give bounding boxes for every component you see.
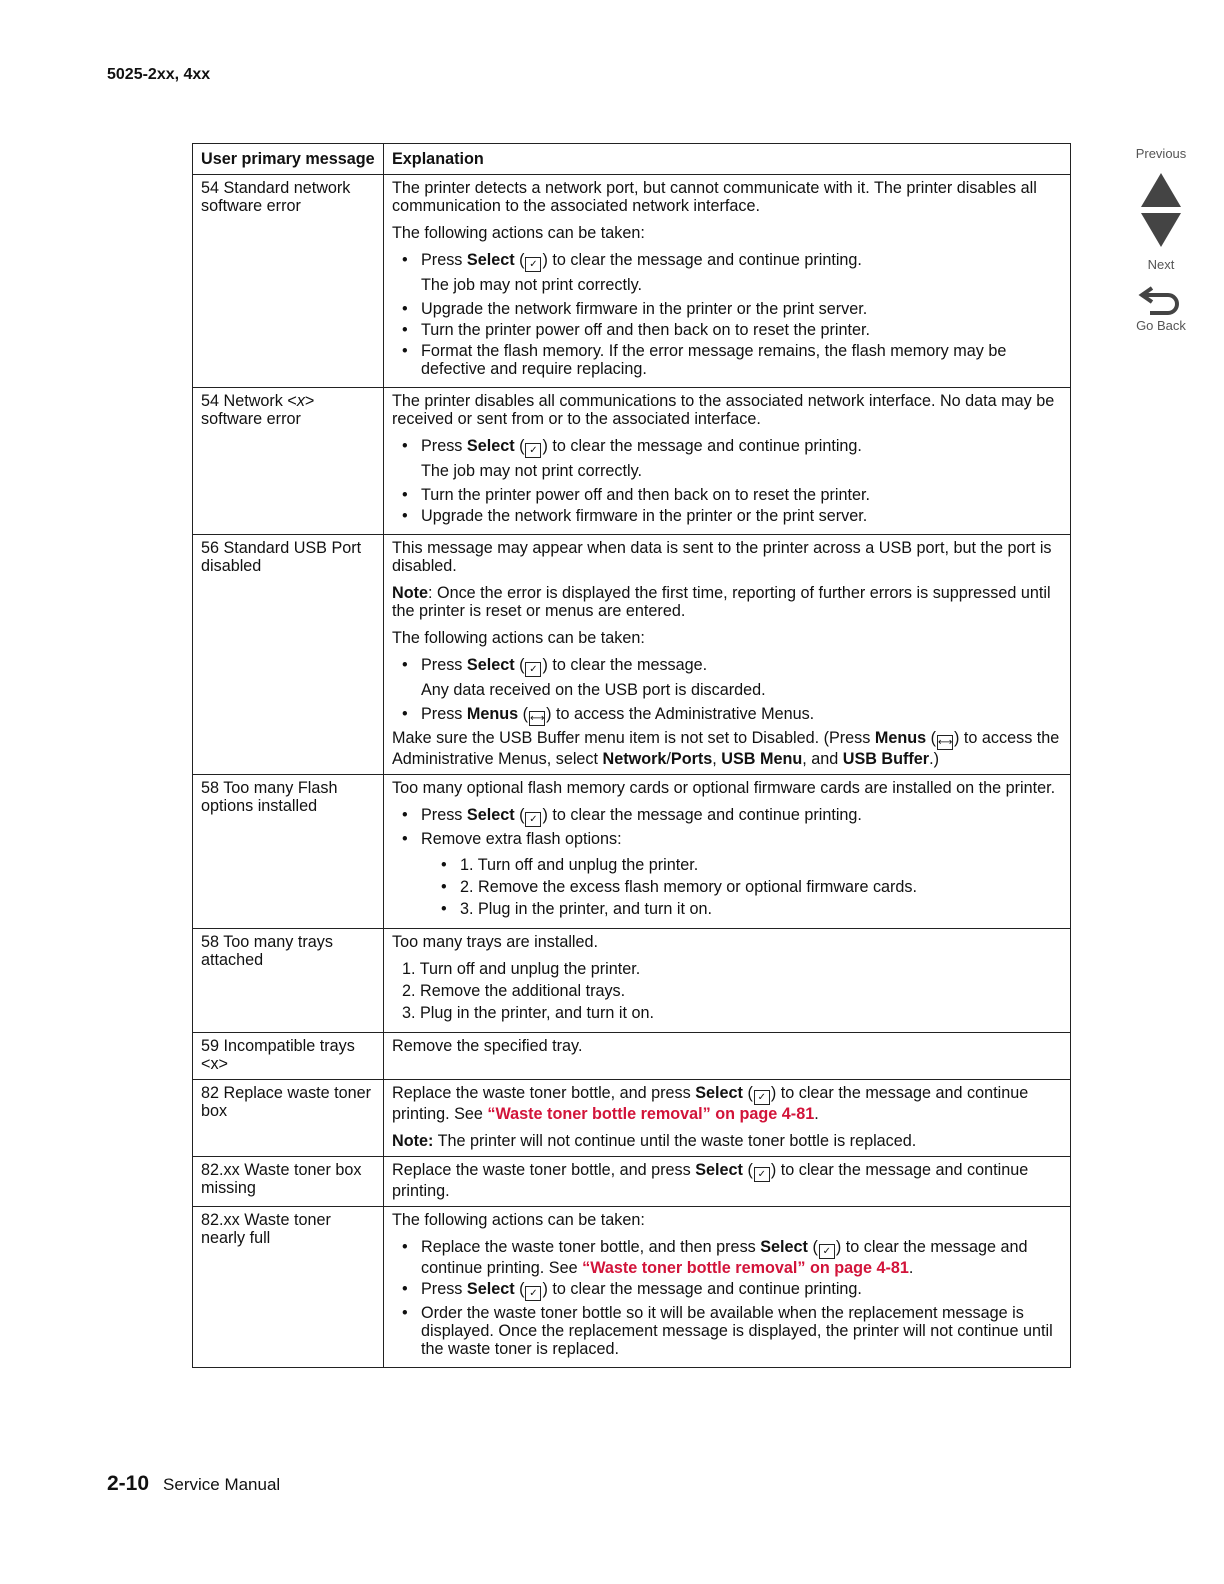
page-navigation	[1122, 146, 1200, 333]
error-message-table	[192, 143, 1071, 1368]
list-item-note: Any data received on the USB port is discarded.	[421, 681, 766, 699]
explanation-cell	[384, 1033, 1071, 1080]
table-row	[193, 388, 1071, 535]
page-footer	[107, 1472, 280, 1496]
paragraph: Remove the specified tray.	[392, 1037, 583, 1055]
next-arrow-icon[interactable]	[1141, 213, 1181, 247]
step-item: 3. Plug in the printer, and turn it on.	[402, 1004, 654, 1022]
list-item-note: The job may not print correctly.	[421, 462, 643, 480]
explanation-cell	[384, 775, 1071, 929]
table-header-row	[193, 144, 1071, 175]
list-item: • Press Select ( ✓ ) to clear the message and continue printing. The job may not print correctly.	[392, 437, 1062, 480]
waste-toner-removal-link[interactable]: “Waste toner bottle removal” on page 4-81	[582, 1259, 909, 1277]
action-list	[392, 1238, 1062, 1358]
message-cell: 59 Incompatible trays <x>	[193, 1033, 384, 1080]
check-key-icon: ✓	[525, 812, 541, 827]
paragraph: Replace the waste toner bottle, and press Select ( ✓ ) to clear the message and continue printing. See “Waste toner bottle removal” on page 4-81.	[392, 1084, 1029, 1123]
step-item: • 3. Plug in the printer, and turn it on.	[431, 900, 1062, 918]
table-row	[193, 775, 1071, 929]
step-list	[392, 960, 1062, 1022]
list-item: • Format the flash memory. If the error message remains, the flash memory may be defective and require replacing.	[392, 342, 1062, 378]
page-number: 2-10	[107, 1472, 150, 1495]
table-row	[193, 1207, 1071, 1368]
check-key-icon: ✓	[754, 1167, 770, 1182]
paragraph: The printer disables all communications to the associated network interface. No data may be received or sent from or to the associated interface.	[392, 392, 1055, 428]
message-cell: 82.xx Waste toner box missing	[193, 1157, 384, 1207]
explanation-cell	[384, 1207, 1071, 1368]
check-key-icon: ✓	[819, 1244, 835, 1259]
paragraph: Replace the waste toner bottle, and press Select ( ✓ ) to clear the message and continue printing.	[392, 1161, 1029, 1200]
paragraph: The printer detects a network port, but cannot communicate with it. The printer disables all communication to the associated network interface.	[392, 179, 1037, 215]
list-item: • Upgrade the network firmware in the printer or the print server.	[392, 507, 1062, 525]
message-cell: 56 Standard USB Port disabled	[193, 535, 384, 775]
paragraph: The following actions can be taken:	[392, 629, 645, 647]
message-cell: 54 Network <x> software error	[193, 388, 384, 535]
paragraph: The following actions can be taken:	[392, 1211, 645, 1229]
explanation-cell	[384, 1080, 1071, 1157]
check-key-icon: ✓	[525, 662, 541, 677]
go-back-icon[interactable]	[1138, 284, 1184, 316]
page-header-model: 5025-2xx, 4xx	[107, 66, 211, 83]
check-key-icon: ✓	[525, 1286, 541, 1301]
action-list	[392, 806, 1062, 918]
message-cell: 58 Too many Flash options installed	[193, 775, 384, 929]
table-row	[193, 175, 1071, 388]
column-header-explanation: Explanation	[384, 144, 1071, 175]
menu-key-icon: ⟷	[938, 737, 953, 748]
paragraph: Too many trays are installed.	[392, 933, 599, 951]
explanation-cell	[384, 929, 1071, 1033]
list-item: • Replace the waste toner bottle, and then press Select ( ✓ ) to clear the message and continue printing. See “Waste toner bottle removal” on page 4-81.	[392, 1238, 1062, 1277]
explanation-cell	[384, 388, 1071, 535]
list-item: • Upgrade the network firmware in the printer or the print server.	[392, 300, 1062, 318]
list-item: • Press Select ( ✓ ) to clear the message and continue printing.	[392, 806, 1062, 827]
list-item: • Turn the printer power off and then back on to reset the printer.	[392, 321, 1062, 339]
step-item: • 2. Remove the excess flash memory or optional firmware cards.	[431, 878, 1062, 896]
step-list	[421, 856, 1062, 918]
check-key-icon: ✓	[754, 1090, 770, 1105]
list-item-note: The job may not print correctly.	[421, 276, 643, 294]
previous-label: Previous	[1135, 146, 1187, 161]
check-key-icon: ✓	[525, 257, 541, 272]
menu-key-icon: ⟷	[530, 713, 545, 724]
step-item: 1. Turn off and unplug the printer.	[402, 960, 641, 978]
step-item: 2. Remove the additional trays.	[402, 982, 626, 1000]
table-row	[193, 1033, 1071, 1080]
explanation-cell	[384, 1157, 1071, 1207]
table-row	[193, 1080, 1071, 1157]
action-list	[392, 251, 1062, 378]
check-key-icon: ✓	[525, 443, 541, 458]
list-item: • Press Select ( ✓ ) to clear the message and continue printing. The job may not print correctly.	[392, 251, 1062, 294]
message-cell: 54 Standard network software error	[193, 175, 384, 388]
waste-toner-removal-link[interactable]: “Waste toner bottle removal” on page 4-81	[487, 1105, 815, 1123]
list-item: • Turn the printer power off and then back on to reset the printer.	[392, 486, 1062, 504]
message-cell: 82.xx Waste toner nearly full	[193, 1207, 384, 1368]
go-back-label: Go Back	[1136, 318, 1186, 333]
list-item: • Order the waste toner bottle so it will be available when the replacement message is displayed. Once the replacement message is displayed, the printer will not continue until the waste toner is replaced.	[392, 1304, 1062, 1358]
action-list	[392, 656, 1062, 726]
table-row	[193, 535, 1071, 775]
list-item: • Press Select ( ✓ ) to clear the message and continue printing.	[392, 1280, 1062, 1301]
action-list	[392, 437, 1062, 525]
note: Note: Once the error is displayed the first time, reporting of further errors is suppressed until the printer is reset or menus are entered.	[392, 584, 1051, 620]
note: Note: The printer will not continue until the waste toner bottle is replaced.	[392, 1132, 917, 1150]
list-item: • Press Menus ( ⟷ ) to access the Administrative Menus.	[392, 705, 1062, 726]
previous-arrow-icon[interactable]	[1141, 173, 1181, 207]
column-header-message: User primary message	[193, 144, 384, 175]
paragraph: The following actions can be taken:	[392, 224, 645, 242]
table-row	[193, 929, 1071, 1033]
next-label: Next	[1147, 257, 1175, 272]
paragraph: Too many optional flash memory cards or optional firmware cards are installed on the printer.	[392, 779, 1056, 797]
message-cell: 58 Too many trays attached	[193, 929, 384, 1033]
explanation-cell	[384, 175, 1071, 388]
paragraph: This message may appear when data is sent to the printer across a USB port, but the port is disabled.	[392, 539, 1052, 575]
explanation-cell	[384, 535, 1071, 775]
message-cell: 82 Replace waste toner box	[193, 1080, 384, 1157]
paragraph: Make sure the USB Buffer menu item is not set to Disabled. (Press Menus ( ⟷ ) to access the Administrative Menus, select Network/Ports, USB Menu, and USB Buffer.)	[392, 729, 1060, 768]
table-row	[193, 1157, 1071, 1207]
step-item: • 1. Turn off and unplug the printer.	[431, 856, 1062, 874]
list-item: • Press Select ( ✓ ) to clear the message. Any data received on the USB port is discarded.	[392, 656, 1062, 699]
manual-title: Service Manual	[163, 1475, 281, 1494]
list-item: • Remove extra flash options: • 1. Turn off and unplug the printer. • 2. Remove the excess flash memory or optional firmware cards. • 3. Plug in the printer, and turn it on.	[392, 830, 1062, 918]
